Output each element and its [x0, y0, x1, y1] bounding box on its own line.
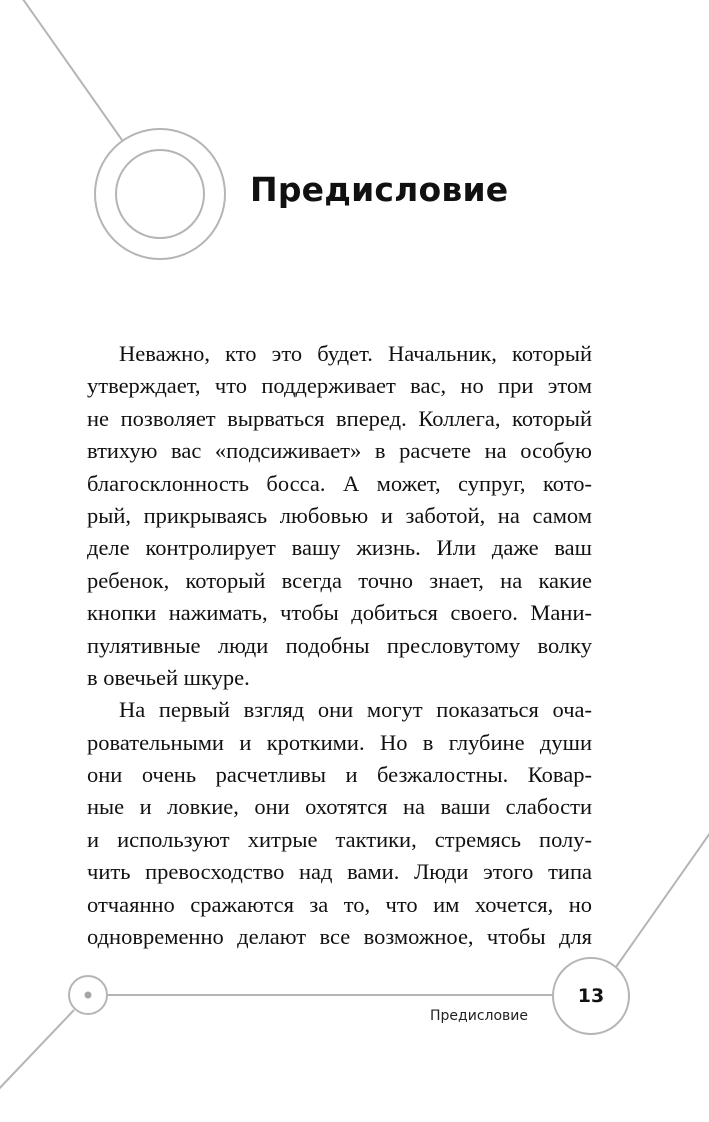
text-line: и используют хитрые тактики, стремясь полу-: [87, 826, 592, 852]
paragraph: [87, 338, 592, 694]
running-footer-title: Предисловие: [430, 1008, 528, 1024]
text-line: они очень расчетливы и безжалостны. Ковар-: [87, 762, 592, 788]
text-line: пулятивные люди подобны пресловутому волку: [87, 632, 592, 658]
text-line: утверждает, что поддерживает вас, но при этом: [87, 373, 592, 399]
page-number: 13: [577, 985, 605, 1007]
text-line: одновременно делают все возможное, чтобы для: [87, 924, 592, 950]
text-line: ребенок, который всегда точно знает, на какие: [87, 567, 592, 593]
bottom-left-diagonal-line: [0, 1010, 74, 1093]
title-outer-circle: [95, 129, 225, 259]
body-text: [87, 338, 592, 953]
text-line: в овечьей шкуре.: [87, 664, 250, 690]
chapter-title: Предисловие: [250, 170, 509, 209]
text-line: благосклонность босса. А может, супруг, кото-: [87, 470, 592, 496]
text-line: не позволяет вырваться вперед. Коллега, который: [87, 405, 592, 431]
text-line: На первый взгляд они могут показаться оча-: [119, 697, 592, 723]
text-line: отчаянно сражаются за то, что им хочется, но: [87, 891, 592, 917]
text-line: втихую вас «подсиживает» в расчете на особую: [87, 438, 592, 464]
text-line: кнопки нажимать, чтобы добиться своего. Мани-: [87, 600, 592, 626]
text-line: ровательными и кроткими. Но в глубине души: [87, 729, 592, 755]
right-diagonal-line: [616, 826, 709, 967]
paragraph: [87, 694, 592, 953]
text-line: чить превосходство над вами. Люди этого типа: [87, 859, 592, 885]
title-inner-circle: [116, 150, 204, 238]
text-line: ные и ловкие, они охотятся на ваши слабости: [87, 794, 592, 820]
text-line: рый, прикрываясь любовью и заботой, на самом: [87, 502, 592, 528]
footer-left-dot: [85, 992, 92, 999]
text-line: Неважно, кто это будет. Начальник, который: [119, 341, 592, 366]
text-line: деле контролирует вашу жизнь. Или даже ваш: [87, 535, 592, 561]
top-diagonal-line: [20, 0, 122, 140]
